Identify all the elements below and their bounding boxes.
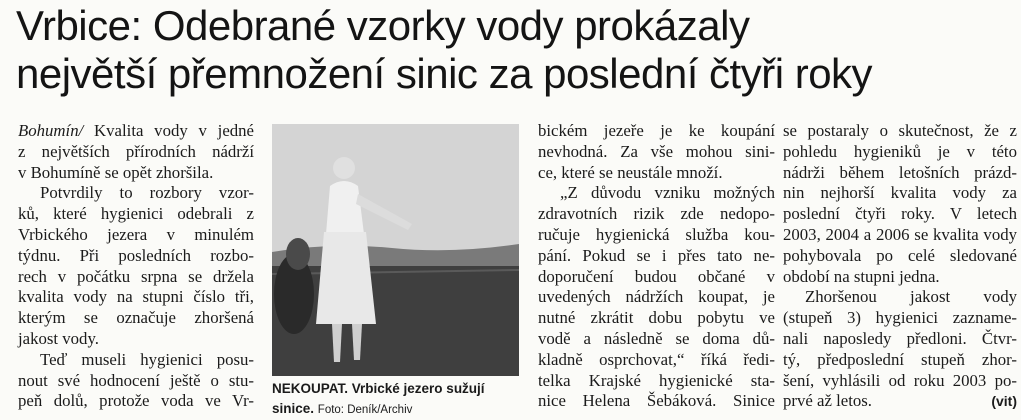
- text-line: telka Krajské hygienické sta-: [538, 370, 775, 390]
- caption-title: NEKOUPAT. Vrbické jezero sužují sinice.: [272, 381, 485, 416]
- text-line: zdravotních rizik zde nedopo-: [538, 204, 775, 224]
- text-line: Teď museli hygienici posu-: [40, 349, 254, 369]
- text-line: jakost vody.: [18, 328, 99, 348]
- text-line: pohybovala po celé sledované: [783, 245, 1017, 265]
- text-line: bickém jezeře je ke koupání: [538, 121, 775, 140]
- text-line: [783, 391, 1017, 412]
- dateline-place: Bohumín/: [18, 121, 84, 140]
- headline-line-1: Vrbice: Odebrané vzorky vody prokázaly: [16, 2, 750, 49]
- text-line: doporučení budou občané v: [538, 266, 775, 286]
- text-line: nout své hodnocení ještě o stu-: [18, 370, 254, 390]
- text-line: se postaraly o skutečnost, že z: [783, 121, 1017, 140]
- photo-caption: [272, 379, 522, 420]
- lake-photo-illustration: [272, 124, 519, 376]
- text-line: „Z důvodu vzniku možných: [560, 183, 775, 203]
- text-line: rech v počátku srpna se držela: [18, 266, 254, 286]
- article-column-3: [538, 121, 775, 412]
- text-line-last: prvé až letos.: [783, 391, 872, 411]
- text-line: poslední čtyři roky. V letech: [783, 204, 1017, 224]
- text-line: nali naposledy předloni. Čtvr-: [783, 328, 1017, 348]
- text-line: (stupeň 3) hygienici zazname-: [783, 308, 1017, 328]
- text-line: pání. Pokud se i přes tato ne-: [538, 245, 775, 265]
- text-line: nice Helena Šebáková. Sinice: [538, 391, 775, 411]
- text-line: kterým se označuje zhoršená: [18, 308, 254, 328]
- text-line: kladně osprchovat,“ říká ředi-: [538, 349, 775, 369]
- text-line: ků, které hygienici odebrali z: [18, 204, 254, 224]
- text-line: ce, které se neustále množí.: [538, 162, 723, 182]
- text-line: vodě a následně se doma dů-: [538, 328, 775, 348]
- article-column-1: [18, 121, 254, 412]
- text-line: tý, předposlední stupeň zhor-: [783, 349, 1017, 369]
- text-line: nutné zkrátit dobu pobytu ve: [538, 308, 775, 328]
- text-line: nádrži během letošních prázd-: [783, 162, 1017, 182]
- text-line: ručuje hygienická služba kou-: [538, 224, 775, 244]
- text-line: v Bohumíně se opět zhoršila.: [18, 162, 214, 182]
- text-line: Bohumín/ Kvalita vody v jedné: [18, 121, 254, 140]
- text-line: peň dolů, protože voda ve Vr-: [18, 391, 254, 411]
- text-line: Zhoršenou jakost vody: [805, 287, 1017, 307]
- text-line: týdnu. Při posledních rozbo-: [18, 245, 254, 265]
- text-line: Vrbického jezera v minulém: [18, 224, 254, 244]
- headline-line-2: největší přemnožení sinic za poslední čtyři roky: [16, 50, 873, 97]
- article-photo: [272, 124, 519, 376]
- article-column-4: [783, 121, 1017, 412]
- text-line: Potvrdily to rozbory vzor-: [40, 183, 254, 203]
- article-headline: [16, 2, 1016, 98]
- text-line: pohledu hygieniků je v této: [783, 141, 1017, 161]
- text-line: období na stupni jedna.: [783, 266, 940, 286]
- text-line: nevhodná. Za vše mohou sini-: [538, 141, 775, 161]
- text-line: kvalita vody na stupni číslo tři,: [18, 287, 254, 307]
- text-line: 2003, 2004 a 2006 se kvalita vody: [783, 224, 1017, 244]
- text-line: z největších přírodních nádrží: [18, 141, 254, 161]
- text-line: šení, vyhlásili od roku 2003 po-: [783, 370, 1017, 390]
- text-line: uvedených nádržích koupat, je: [538, 287, 775, 307]
- text-line: nin nejhorší kvalita vody za: [783, 183, 1017, 203]
- photo-credit: Foto: Deník/Archiv: [317, 404, 413, 416]
- author-byline: (vit): [991, 393, 1017, 410]
